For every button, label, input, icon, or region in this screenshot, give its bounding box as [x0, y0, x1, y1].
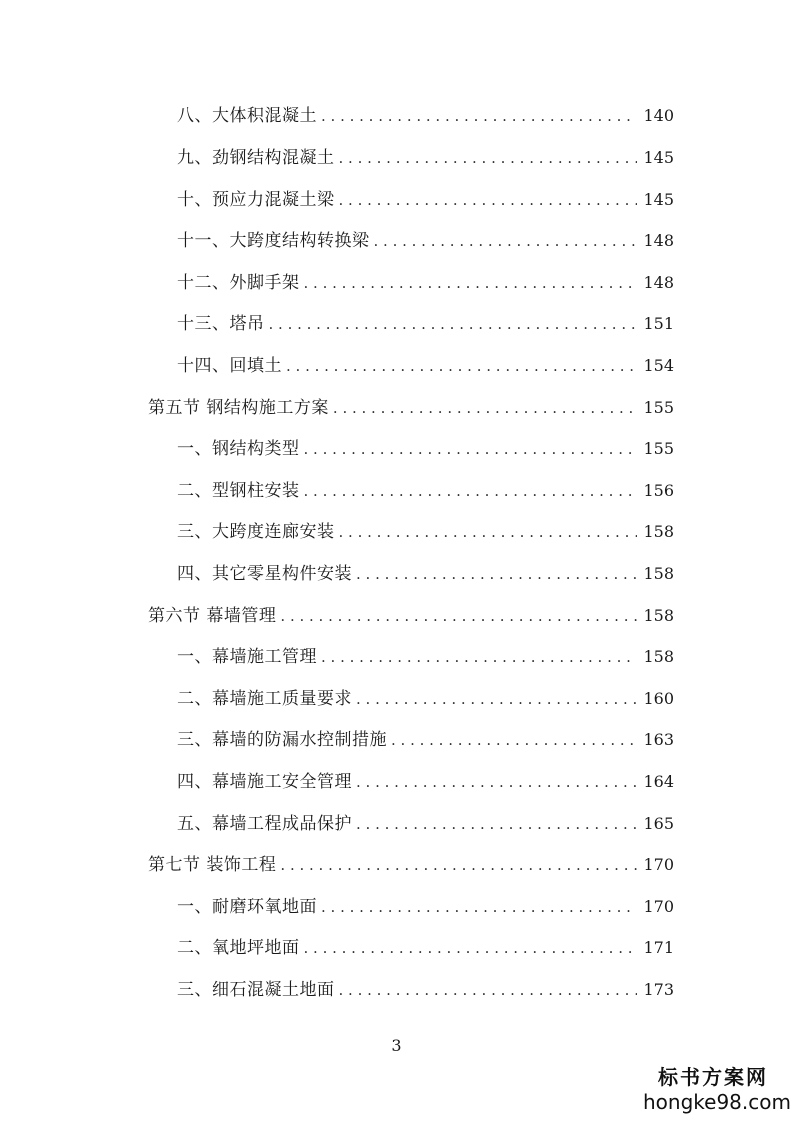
dot-leader — [304, 434, 638, 464]
toc-entry[interactable] — [177, 767, 674, 797]
toc-entry-page: 170 — [643, 855, 674, 874]
toc-entry-page: 164 — [643, 772, 674, 791]
toc-entry-title: 四、幕墙施工安全管理 — [177, 772, 352, 792]
toc-entry[interactable] — [177, 434, 674, 464]
toc-entry-title: 第七节 装饰工程 — [148, 855, 277, 875]
dot-leader — [304, 933, 638, 963]
toc-entry-title: 五、幕墙工程成品保护 — [177, 814, 352, 834]
toc-entry[interactable] — [177, 268, 674, 298]
toc-entry-page: 158 — [643, 606, 674, 625]
toc-entry-title: 二、幕墙施工质量要求 — [177, 689, 352, 709]
toc-entry[interactable] — [177, 143, 674, 173]
toc-entry-title: 八、大体积混凝土 — [177, 106, 317, 126]
dot-leader — [321, 892, 637, 922]
toc-entry[interactable] — [177, 351, 674, 381]
toc-entry[interactable] — [177, 559, 674, 589]
dot-leader — [339, 975, 638, 1005]
dot-leader — [339, 517, 638, 547]
toc-entry-page: 155 — [643, 439, 674, 458]
toc-entry-page: 160 — [643, 689, 674, 708]
dot-leader — [356, 767, 637, 797]
toc-entry-page: 155 — [643, 398, 674, 417]
dot-leader — [304, 268, 638, 298]
dot-leader — [321, 101, 637, 131]
toc-entry-page: 156 — [643, 481, 674, 500]
dot-leader — [269, 309, 638, 339]
toc-entry-page: 173 — [643, 980, 674, 999]
toc-entry-title: 四、其它零星构件安装 — [177, 564, 352, 584]
toc-entry[interactable] — [177, 185, 674, 215]
toc-entry-page: 171 — [643, 938, 674, 957]
toc-entry-title: 九、劲钢结构混凝土 — [177, 148, 335, 168]
toc-entry-title: 十二、外脚手架 — [177, 273, 300, 293]
toc-entry[interactable] — [177, 933, 674, 963]
toc-entry-title: 三、大跨度连廊安装 — [177, 522, 335, 542]
toc-entry[interactable] — [177, 809, 674, 839]
toc-entry[interactable] — [177, 975, 674, 1005]
dot-leader — [339, 185, 638, 215]
toc-section-entry[interactable] — [148, 850, 674, 880]
toc-entry-page: 154 — [643, 356, 674, 375]
toc-entry-page: 165 — [643, 814, 674, 833]
toc-entry-page: 158 — [643, 522, 674, 541]
toc-section-entry[interactable] — [148, 601, 674, 631]
toc-entry-page: 140 — [643, 106, 674, 125]
toc-entry[interactable] — [177, 101, 674, 131]
toc-entry-title: 一、钢结构类型 — [177, 439, 300, 459]
dot-leader — [339, 143, 638, 173]
toc-entry[interactable] — [177, 892, 674, 922]
toc-entry-title: 一、耐磨环氧地面 — [177, 897, 317, 917]
toc-entry-page: 148 — [643, 273, 674, 292]
dot-leader — [280, 601, 637, 631]
toc-entry[interactable] — [177, 476, 674, 506]
toc-entry-page: 148 — [643, 231, 674, 250]
page-number: 3 — [391, 1036, 402, 1055]
toc-entry[interactable] — [177, 684, 674, 714]
dot-leader — [374, 226, 638, 256]
dot-leader — [391, 725, 637, 755]
dot-leader — [321, 642, 637, 672]
toc-entry-page: 145 — [643, 190, 674, 209]
toc-entry-title: 三、细石混凝土地面 — [177, 980, 335, 1000]
toc-entry-page: 145 — [643, 148, 674, 167]
toc-entry-page: 170 — [643, 897, 674, 916]
toc-entry-page: 151 — [643, 314, 674, 333]
toc-entry-page: 158 — [643, 564, 674, 583]
dot-leader — [356, 559, 637, 589]
toc-entry[interactable] — [177, 517, 674, 547]
toc-entry[interactable] — [177, 642, 674, 672]
watermark-logo — [643, 1064, 791, 1114]
toc-entry-title: 十、预应力混凝土梁 — [177, 190, 335, 210]
watermark-name: 标书方案网 — [658, 1065, 768, 1089]
toc-section-entry[interactable] — [148, 393, 674, 423]
watermark-url: hongke98.com — [643, 1090, 791, 1114]
toc-entry-title: 二、氧地坪地面 — [177, 938, 300, 958]
toc-entry-page: 158 — [643, 647, 674, 666]
toc-entry[interactable] — [177, 226, 674, 256]
toc-entry-title: 第六节 幕墙管理 — [148, 606, 277, 626]
toc-entry-title: 十三、塔吊 — [177, 314, 265, 334]
toc-entry-title: 一、幕墙施工管理 — [177, 647, 317, 667]
dot-leader — [356, 684, 637, 714]
dot-leader — [280, 850, 637, 880]
toc-entry[interactable] — [177, 725, 674, 755]
dot-leader — [304, 476, 638, 506]
dot-leader — [286, 351, 637, 381]
toc-entry-title: 二、型钢柱安装 — [177, 481, 300, 501]
toc-entry-title: 第五节 钢结构施工方案 — [148, 398, 329, 418]
toc-entry[interactable] — [177, 309, 674, 339]
dot-leader — [356, 809, 637, 839]
toc-entry-title: 十四、回填土 — [177, 356, 282, 376]
toc-entry-title: 十一、大跨度结构转换梁 — [177, 231, 370, 251]
dot-leader — [333, 393, 638, 423]
toc-entry-title: 三、幕墙的防漏水控制措施 — [177, 730, 387, 750]
toc-entry-page: 163 — [643, 730, 674, 749]
